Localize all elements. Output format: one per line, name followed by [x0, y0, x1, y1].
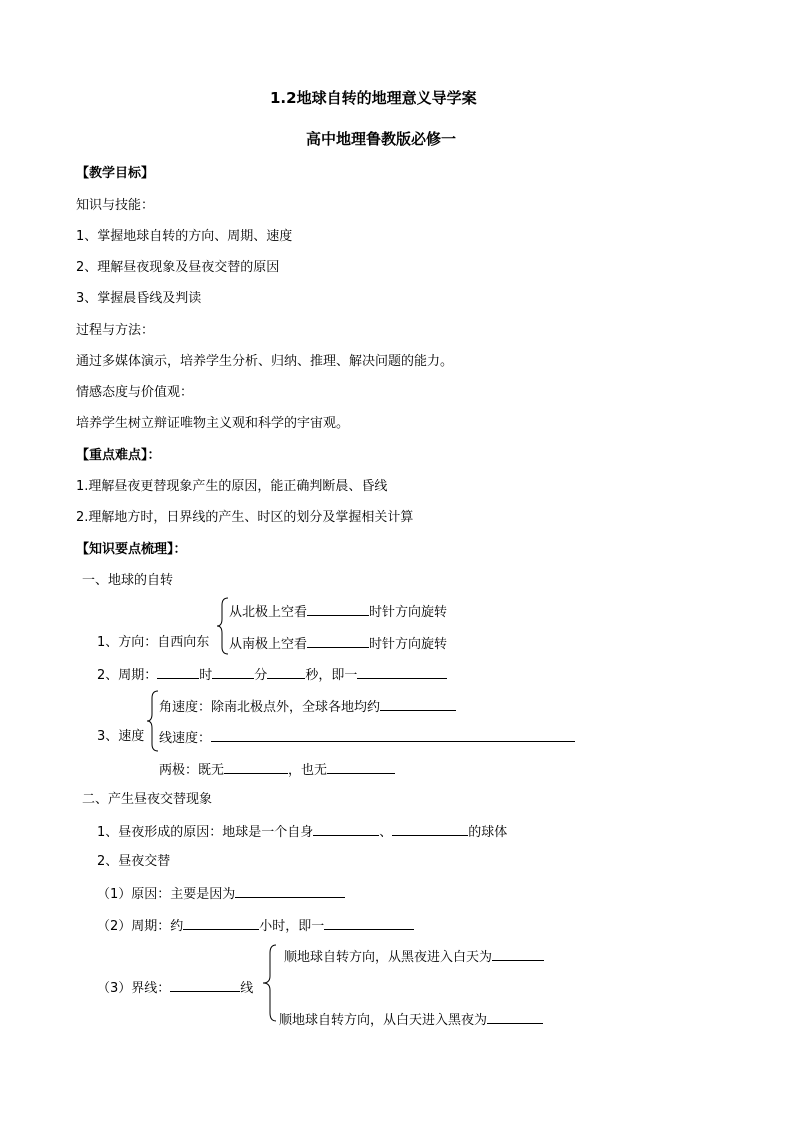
objective-item-2: 2、理解昼夜现象及昼夜交替的原因 — [76, 260, 280, 275]
alt-period-blank-1 — [183, 917, 259, 930]
reason-blank — [235, 885, 345, 898]
alternation-period: （2）周期：约 小时，即一 — [97, 917, 414, 935]
direction-brace — [216, 597, 230, 655]
keypoints-heading: 【重点难点】： — [76, 448, 161, 463]
linear-blank — [211, 729, 575, 742]
rotation-period: 2、周期： 时 分 秒，即一 — [97, 666, 447, 684]
emotion-label: 情感态度与价值观： — [76, 385, 194, 400]
boundary-blank — [170, 979, 240, 992]
emotion-text: 培养学生树立辩证唯物主义观和科学的宇宙观。 — [76, 416, 350, 431]
south-blank — [307, 635, 369, 648]
knowledge-heading: 【知识要点梳理】： — [76, 542, 187, 557]
knowledge-label: 知识与技能： — [76, 198, 155, 213]
period-blank — [357, 666, 447, 679]
cause-blank-1 — [313, 823, 379, 836]
speed-brace — [146, 690, 160, 752]
poles-blank-1 — [224, 761, 288, 774]
hour-blank — [157, 666, 199, 679]
direction-south: 从南极上空看 时针方向旋转 — [229, 637, 448, 652]
dawn-blank — [492, 948, 544, 961]
minute-blank — [212, 666, 254, 679]
speed-label: 3、速度 — [97, 729, 145, 744]
objective-item-3: 3、掌握晨昏线及判读 — [76, 291, 202, 306]
alternation-label: 2、昼夜交替 — [97, 854, 171, 869]
process-label: 过程与方法： — [76, 323, 155, 338]
dusk-blank — [487, 1011, 543, 1024]
alt-period-blank-2 — [324, 917, 414, 930]
direction-label: 1、方向：自西向东 — [97, 635, 210, 650]
poles-blank-2 — [327, 761, 395, 774]
poles-speed: 两极：既无 ，也无 — [159, 761, 395, 779]
daynight-cause: 1、昼夜形成的原因：地球是一个自身 、 的球体 — [97, 825, 508, 840]
north-blank — [307, 603, 369, 616]
objective-item-1: 1、掌握地球自转的方向、周期、速度 — [76, 229, 293, 244]
dawn-line: 顺地球自转方向，从黑夜进入白天为 — [284, 948, 544, 966]
objectives-heading: 【教学目标】 — [76, 166, 155, 181]
process-text: 通过多媒体演示，培养学生分析、归纳、推理、解决问题的能力。 — [76, 354, 454, 369]
cause-blank-2 — [392, 823, 468, 836]
page-subtitle: 高中地理鲁教版必修一 — [306, 130, 457, 148]
keypoint-item-1: 1.理解昼夜更替现象产生的原因，能正确判断晨、昏线 — [76, 479, 388, 494]
page-title: 1.2地球自转的地理意义导学案 — [270, 89, 477, 107]
angular-blank — [380, 698, 456, 711]
alternation-reason: （1）原因：主要是因为 — [97, 885, 345, 903]
boundary-label: （3）界线： 线 — [97, 981, 254, 996]
dusk-line: 顺地球自转方向，从白天进入黑夜为 — [279, 1011, 543, 1029]
linear-speed: 线速度： — [159, 729, 575, 747]
section2-title: 二、产生昼夜交替现象 — [82, 792, 213, 807]
keypoint-item-2: 2.理解地方时，日界线的产生、时区的划分及掌握相关计算 — [76, 510, 414, 525]
direction-north: 从北极上空看 时针方向旋转 — [229, 605, 448, 620]
second-blank — [267, 666, 305, 679]
section1-title: 一、地球的自转 — [82, 573, 174, 588]
angular-speed: 角速度：除南北极点外，全球各地均约 — [159, 698, 456, 716]
boundary-brace — [262, 944, 278, 1022]
